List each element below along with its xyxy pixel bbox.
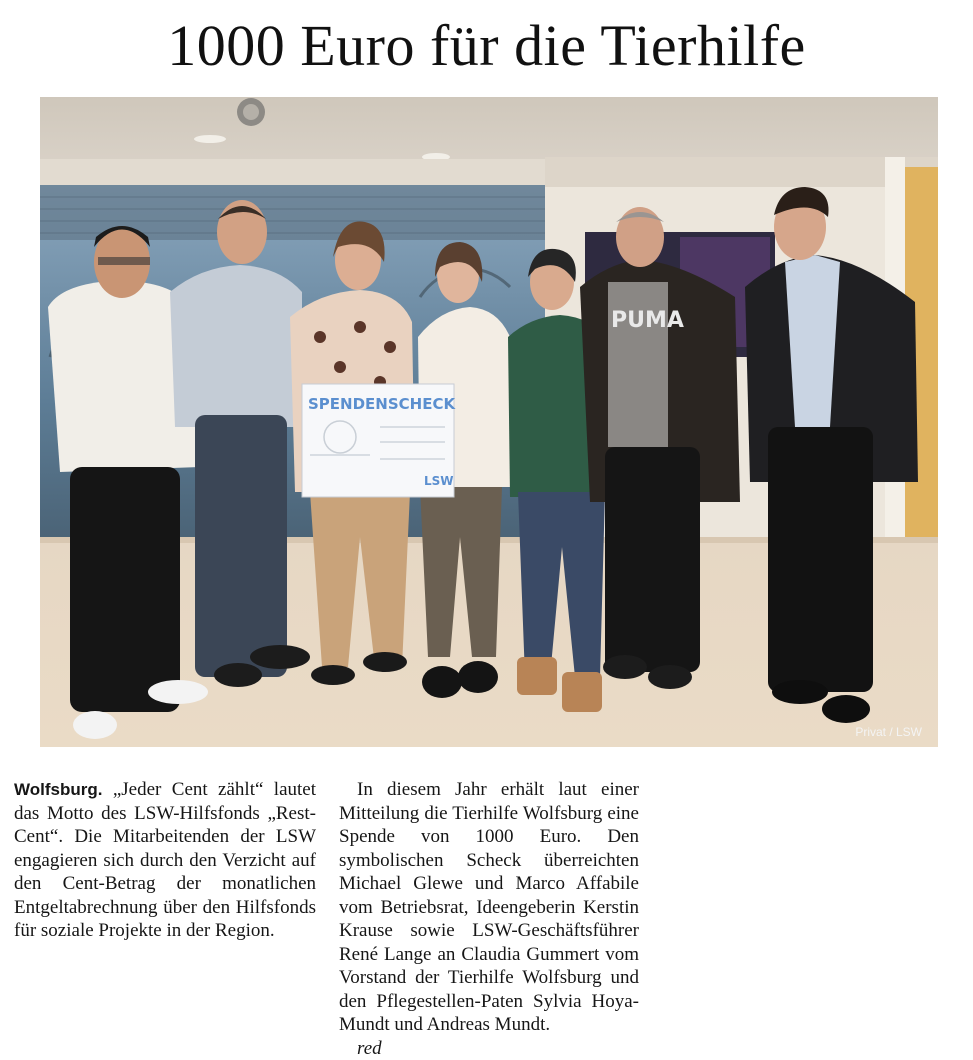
article-column-1 bbox=[14, 778, 316, 943]
donation-check bbox=[302, 384, 456, 497]
author-signature: red bbox=[339, 1037, 639, 1060]
check-logo: LSW bbox=[424, 474, 454, 488]
headline: 1000 Euro für die Tierhilfe bbox=[0, 14, 973, 78]
photo-credit: Privat / LSW bbox=[855, 725, 922, 739]
dateline: Wolfsburg. bbox=[14, 780, 102, 799]
article-column-2 bbox=[339, 778, 639, 1060]
article-paragraph-2: In diesem Jahr erhält laut einer Mitteilung die Tierhilfe Wolfsburg eine Spende von 1000 Euro. Den symbolischen Scheck überreichten Michael Glewe und Marco Affabile vom Betriebsrat, Ideengeberin Kerstin Krause sowie LSW-Geschäftsführer René Lange an Claudia Gummert vom Vorstand der Tierhilfe Wolfsburg und den Pflegestellen-Paten Sylvia Hoya-Mundt und Andreas Mundt. bbox=[339, 778, 639, 1037]
shirt-print: PUMA bbox=[611, 308, 684, 333]
check-title: SPENDENSCHECK bbox=[308, 395, 456, 413]
paragraph-1-text: „Jeder Cent zählt“ lautet das Motto des LSW-Hilfsfonds „Rest-Cent“. Die Mitarbeitenden der LSW engagieren sich durch den Verzicht auf den Cent-Betrag der monatlichen Entgeltabrechnung über den Hilfsfonds für soziale Projekte in der Region. bbox=[14, 779, 316, 941]
article-paragraph-1 bbox=[14, 778, 316, 943]
article-photo bbox=[40, 97, 938, 747]
